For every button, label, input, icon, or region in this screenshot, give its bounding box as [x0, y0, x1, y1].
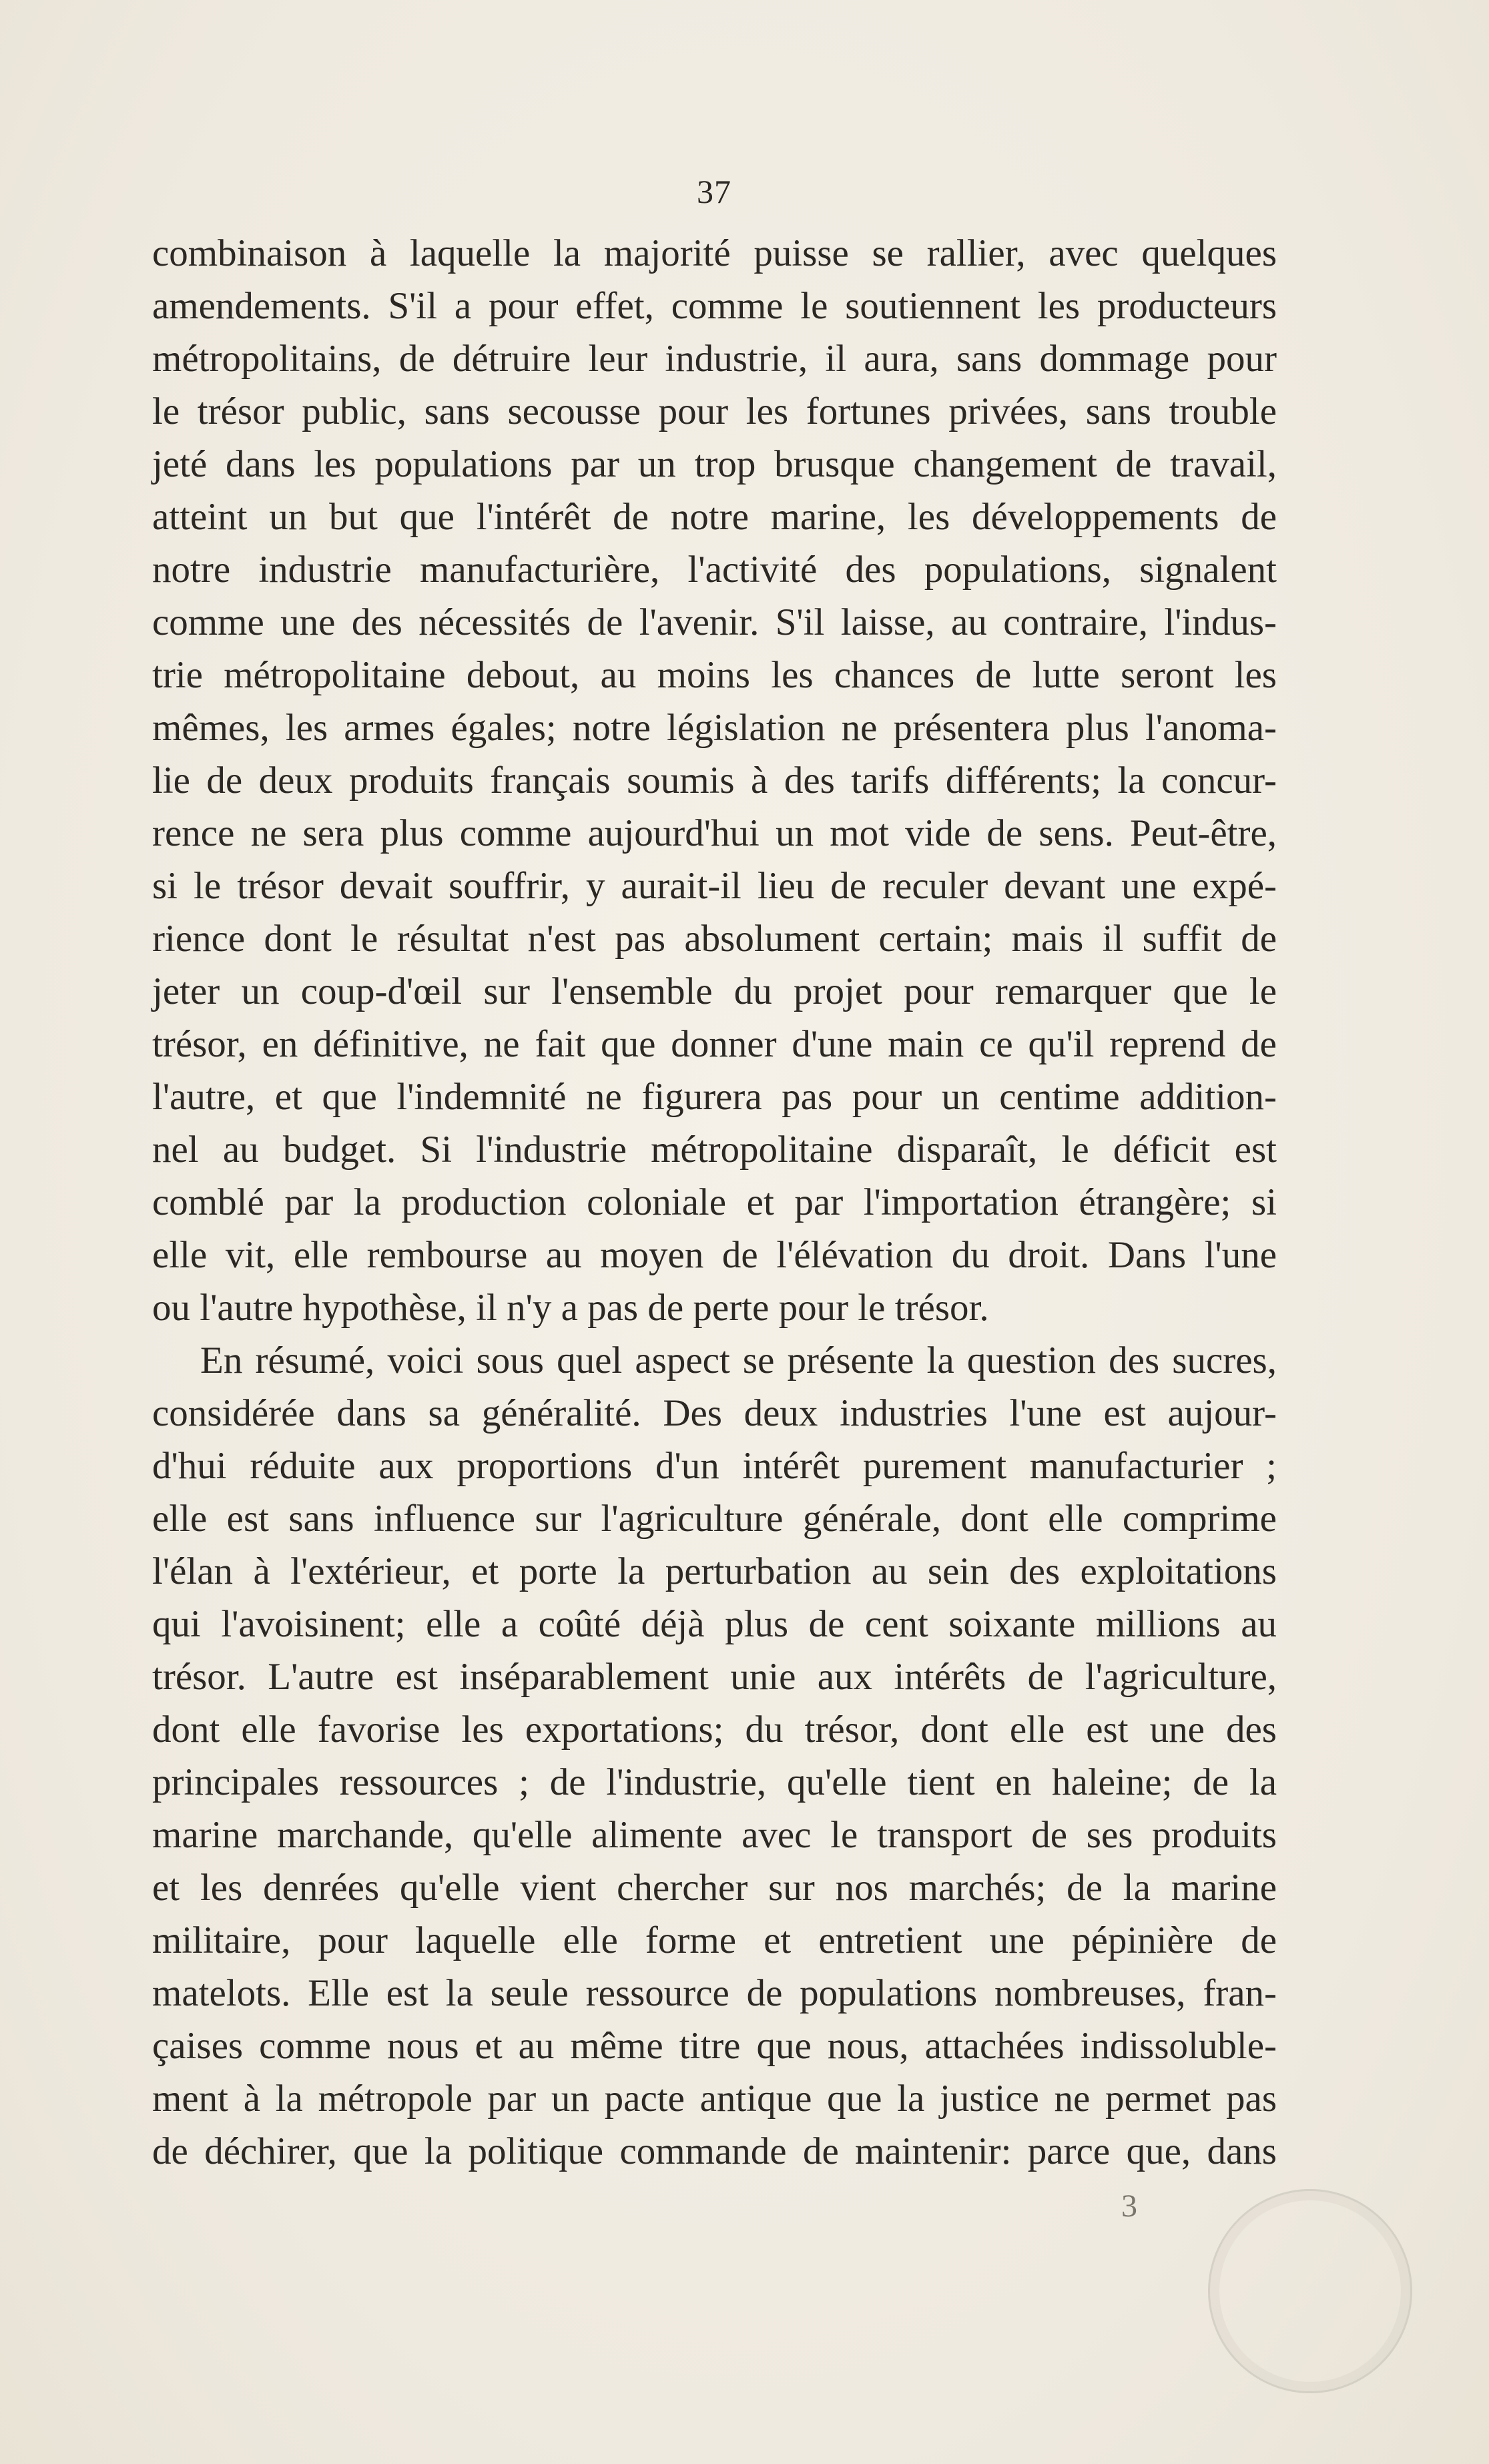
body-text: [152, 227, 1277, 2178]
text-line: considérée dans sa généralité. Des deux industries l'une est aujour-: [152, 1392, 1277, 1434]
text-line: marine marchande, qu'elle alimente avec le transport de ses produits: [152, 1814, 1277, 1856]
text-line: et les denrées qu'elle vient chercher sur nos marchés; de la marine: [152, 1867, 1277, 1909]
text-line: trésor. L'autre est inséparablement unie aux intérêts de l'agriculture,: [152, 1656, 1277, 1698]
text-line: trie métropolitaine debout, au moins les chances de lutte seront les: [152, 654, 1277, 696]
text-line: rience dont le résultat n'est pas absolument certain; mais il suffit de: [152, 918, 1277, 960]
paragraph-2: [152, 1334, 1277, 2178]
page-number: 37: [697, 173, 731, 210]
text-line: si le trésor devait souffrir, y aurait-il lieu de reculer devant une expé-: [152, 865, 1277, 907]
text-line: jeter un coup-d'œil sur l'ensemble du projet pour remarquer que le: [152, 970, 1277, 1012]
text-line: matelots. Elle est la seule ressource de populations nombreuses, fran-: [152, 1972, 1277, 2014]
text-line: métropolitains, de détruire leur industrie, il aura, sans dommage pour: [152, 338, 1277, 380]
text-line: lie de deux produits français soumis à des tarifs différents; la concur-: [152, 759, 1277, 802]
text-line: l'autre, et que l'indemnité ne figurera pas pour un centime addition-: [152, 1076, 1277, 1118]
text-line: amendements. S'il a pour effet, comme le soutiennent les producteurs: [152, 285, 1277, 327]
text-line: jeté dans les populations par un trop brusque changement de travail,: [152, 443, 1277, 485]
text-line: En résumé, voici sous quel aspect se présente la question des sucres,: [200, 1339, 1277, 1381]
text-line: le trésor public, sans secousse pour les fortunes privées, sans trouble: [152, 390, 1277, 432]
text-line: d'hui réduite aux proportions d'un intérêt purement manufacturier ;: [152, 1445, 1277, 1487]
text-line: l'élan à l'extérieur, et porte la perturbation au sein des exploitations: [152, 1550, 1277, 1592]
text-line: comme une des nécessités de l'avenir. S'il laisse, au contraire, l'indus-: [152, 601, 1277, 643]
text-line: qui l'avoisinent; elle a coûté déjà plus de cent soixante millions au: [152, 1603, 1277, 1645]
text-line: çaises comme nous et au même titre que nous, attachées indissoluble-: [152, 2025, 1277, 2067]
text-line: nel au budget. Si l'industrie métropolitaine disparaît, le déficit est: [152, 1129, 1277, 1171]
text-line: de déchirer, que la politique commande de maintenir: parce que, dans: [152, 2130, 1277, 2172]
text-line: principales ressources ; de l'industrie, qu'elle tient en haleine; de la: [152, 1761, 1277, 1803]
text-line: militaire, pour laquelle elle forme et entretient une pépinière de: [152, 1919, 1277, 1961]
text-line: notre industrie manufacturière, l'activité des populations, signalent: [152, 549, 1277, 591]
library-stamp-watermark: [1208, 2189, 1412, 2393]
text-line: dont elle favorise les exportations; du trésor, dont elle est une des: [152, 1709, 1277, 1751]
paragraph-1: [152, 227, 1277, 1334]
text-line: elle est sans influence sur l'agriculture générale, dont elle comprime: [152, 1498, 1277, 1540]
text-line: trésor, en définitive, ne fait que donner d'une main ce qu'il reprend de: [152, 1023, 1277, 1065]
text-line: comblé par la production coloniale et par l'importation étrangère; si: [152, 1181, 1277, 1223]
text-line: mêmes, les armes égales; notre législation ne présentera plus l'anoma-: [152, 707, 1277, 749]
signature-mark: 3: [1121, 2188, 1137, 2224]
text-line: ment à la métropole par un pacte antique que la justice ne permet pas: [152, 2078, 1277, 2120]
text-line: combinaison à laquelle la majorité puisse se rallier, avec quelques: [152, 232, 1277, 274]
text-line: ou l'autre hypothèse, il n'y a pas de perte pour le trésor.: [152, 1287, 989, 1329]
text-line: elle vit, elle rembourse au moyen de l'élévation du droit. Dans l'une: [152, 1234, 1277, 1276]
text-line: atteint un but que l'intérêt de notre marine, les développements de: [152, 496, 1277, 538]
text-line: rence ne sera plus comme aujourd'hui un mot vide de sens. Peut-être,: [152, 812, 1277, 854]
